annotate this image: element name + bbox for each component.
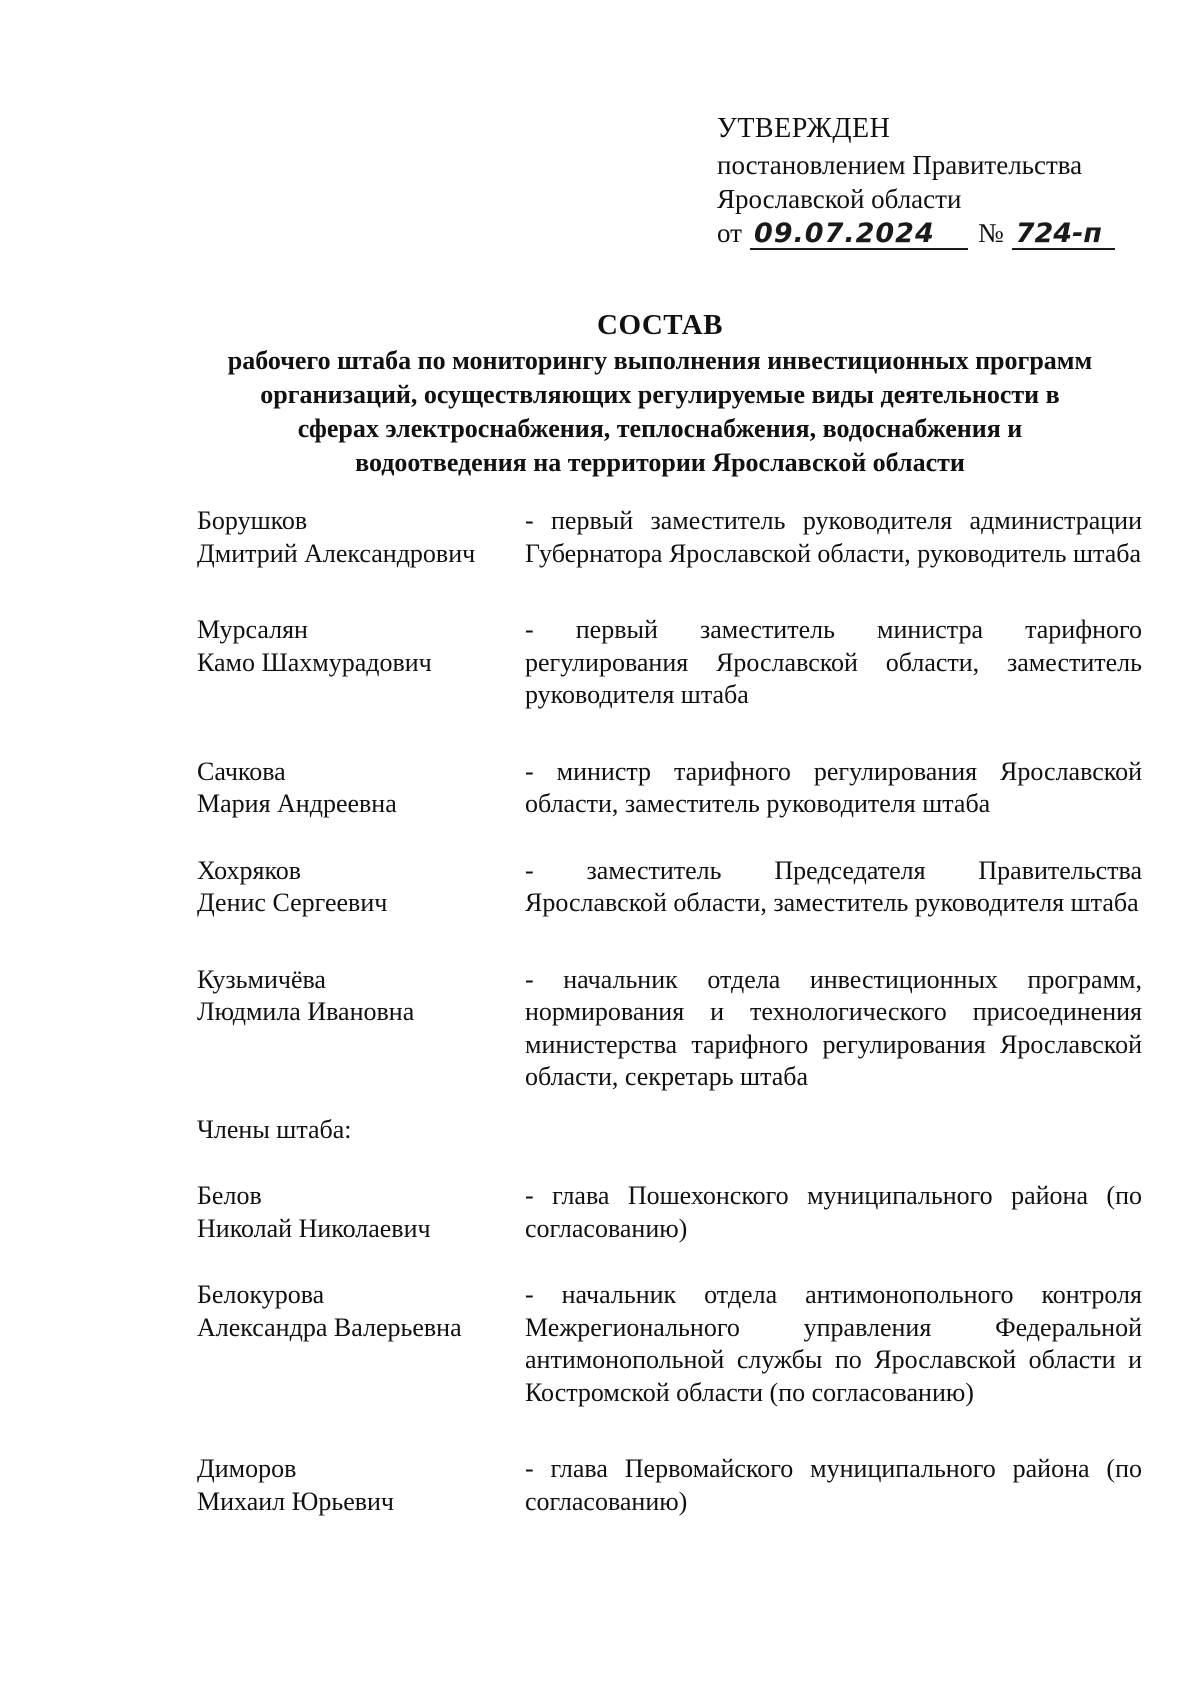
member-surname: Диморов: [197, 1454, 297, 1483]
document-title: [170, 306, 1150, 480]
subtitle-line: организаций, осуществляющих регулируемые виды деятельности в: [260, 380, 1060, 409]
title-heading: СОСТАВ: [597, 309, 723, 341]
member-surname: Сачкова: [197, 756, 286, 786]
member-role: - министр тарифного регулирования Ярославской области, заместитель руководителя штаба: [525, 756, 1142, 818]
member-row: [197, 505, 1142, 570]
member-given-name: Денис Сергеевич: [197, 888, 388, 917]
number-prefix: №: [977, 218, 1004, 248]
members-section-label: Члены штаба:: [197, 1114, 352, 1144]
approved-heading: УТВЕРЖДЕН: [717, 113, 891, 144]
member-name: [197, 1180, 525, 1245]
member-given-name: Александра Валерьевна: [197, 1312, 462, 1342]
member-name: [197, 614, 525, 712]
member-surname: Кузьмичёва: [197, 964, 326, 994]
member-surname: Хохряков: [197, 855, 302, 885]
member-surname: Борушков: [197, 506, 308, 535]
member-row: [197, 1279, 1142, 1409]
member-name: [197, 964, 525, 1094]
approval-line-2: Ярославской области: [717, 184, 962, 214]
member-surname: Белокурова: [197, 1280, 325, 1309]
member-surname: Белов: [197, 1181, 262, 1210]
member-role: - первый заместитель министра тарифного регулирования Ярославской области, заместитель руководителя штаба: [525, 615, 1142, 709]
member-name: [197, 855, 525, 920]
member-row: [197, 1453, 1142, 1518]
member-row: [197, 756, 1142, 821]
member-row: [197, 964, 1142, 1094]
member-role: - глава Пошехонского муниципального района (по согласованию): [525, 1181, 1142, 1243]
approval-date-line: [717, 216, 1157, 250]
date-prefix: от: [717, 218, 742, 248]
member-row: [197, 614, 1142, 712]
member-name: [197, 756, 525, 821]
member-row: [197, 1180, 1142, 1245]
subtitle-line: сферах электроснабжения, теплоснабжения, водоснабжения и: [297, 414, 1023, 443]
approval-line-1: постановлением Правительства: [717, 150, 1083, 180]
member-given-name: Камо Шахмурадович: [197, 647, 432, 677]
member-given-name: Дмитрий Александрович: [197, 538, 476, 568]
member-given-name: Михаил Юрьевич: [197, 1486, 395, 1516]
subtitle-line: водоотведения на территории Ярославской области: [355, 448, 965, 477]
member-list: [197, 505, 1142, 1518]
handwritten-number: 724-п: [1012, 220, 1115, 250]
member-role: - начальник отдела инвестиционных программ, нормирования и технологического присоединения министерства тарифного регулирования Ярославской области, секретарь штаба: [525, 964, 1142, 1091]
approval-stamp: [717, 112, 1157, 250]
member-name: [197, 1453, 525, 1518]
member-surname: Мурсалян: [197, 615, 308, 644]
member-given-name: Николай Николаевич: [197, 1213, 431, 1243]
member-role: - первый заместитель руководителя администрации Губернатора Ярославской области, руководитель штаба: [525, 506, 1142, 568]
member-name: [197, 505, 525, 570]
member-role: - глава Первомайского муниципального района (по согласованию): [525, 1454, 1142, 1516]
member-role: - заместитель Председателя Правительства Ярославской области, заместитель руководителя штаба: [525, 855, 1142, 917]
handwritten-date: 09.07.2024: [750, 220, 968, 250]
member-row: [197, 855, 1142, 920]
subtitle-line: рабочего штаба по мониторингу выполнения инвестиционных программ: [227, 346, 1093, 375]
member-given-name: Людмила Ивановна: [197, 997, 415, 1026]
member-role: - начальник отдела антимонопольного контроля Межрегионального управления Федеральной антимонопольной службы по Ярославской области и Костромской области (по согласованию): [525, 1280, 1142, 1407]
member-name: [197, 1279, 525, 1409]
member-given-name: Мария Андреевна: [197, 789, 397, 818]
